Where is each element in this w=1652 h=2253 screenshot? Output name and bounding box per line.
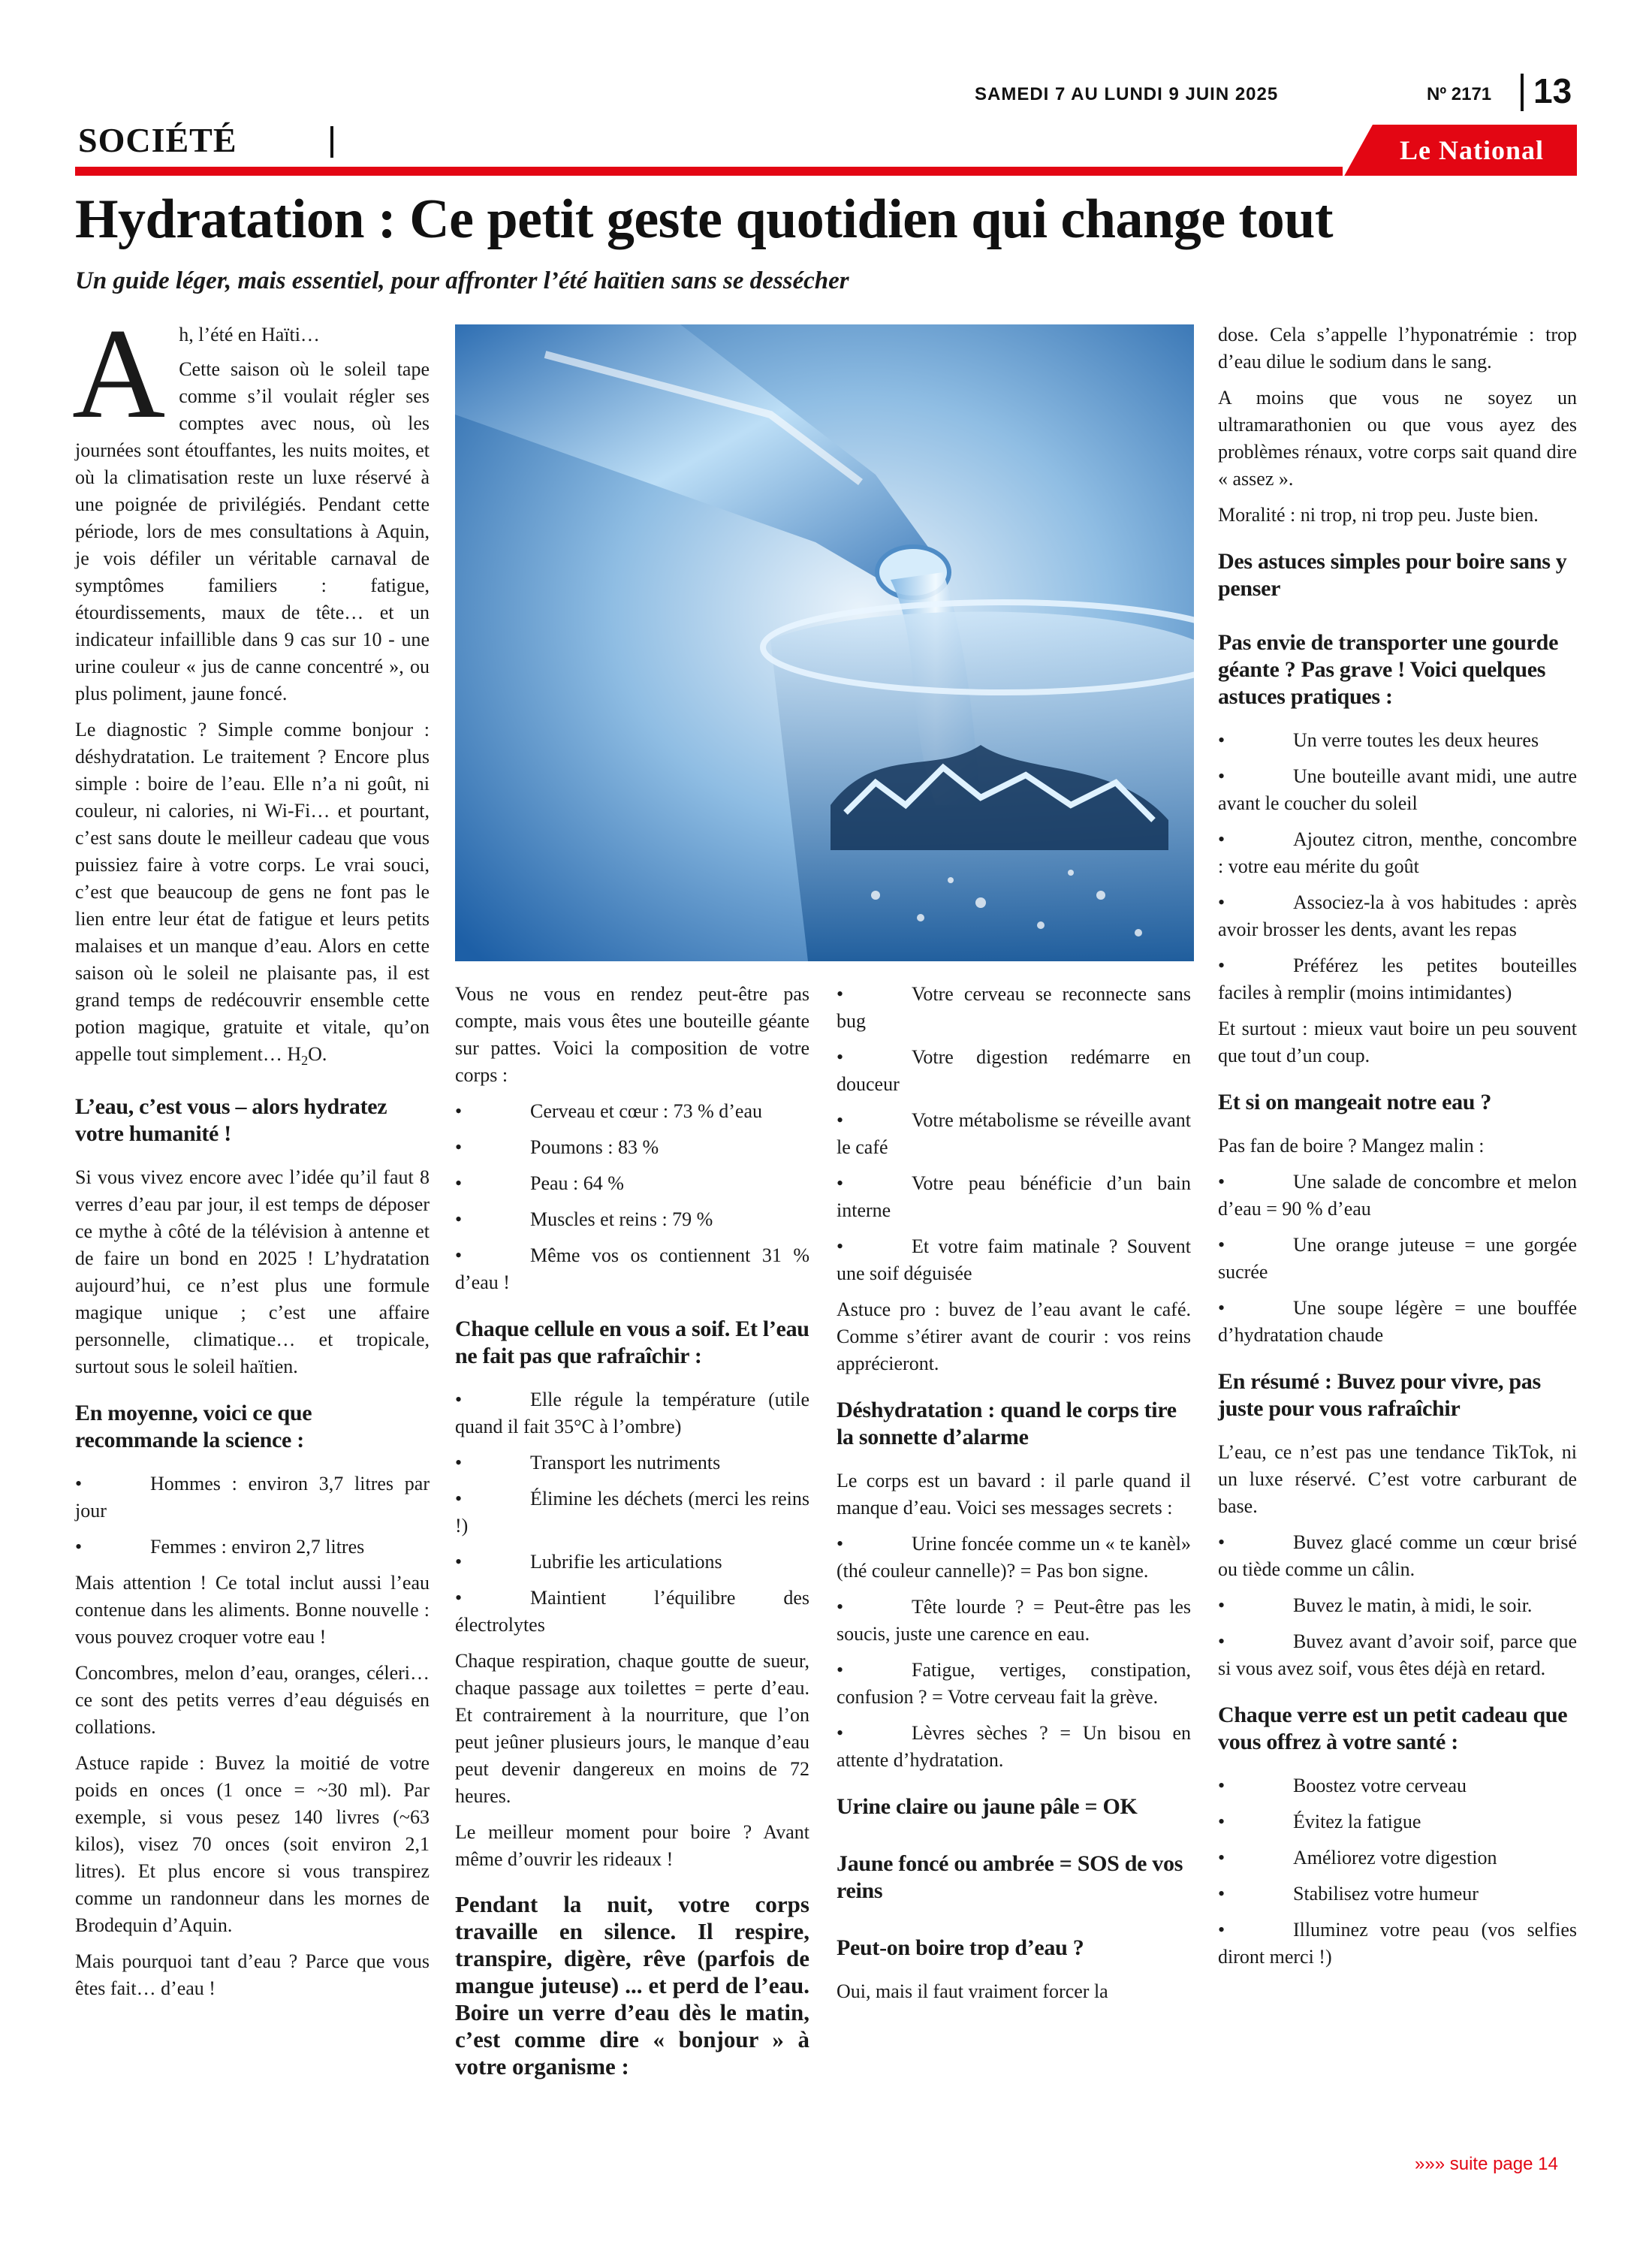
list-item-text: Buvez le matin, à midi, le soir. bbox=[1293, 1594, 1533, 1616]
list-item: • Peau : 64 % bbox=[455, 1172, 624, 1194]
list-item-text: Votre digestion redémarre en douceur bbox=[837, 1046, 1191, 1095]
column-2 bbox=[455, 981, 809, 2089]
list-item-text: Associez-la à vos habitudes : après avoir brosser les dents, avant les repas bbox=[1218, 891, 1577, 940]
list-item: • Boostez votre cerveau bbox=[1218, 1775, 1467, 1796]
paragraph: Astuce rapide : Buvez la moitié de votre poids en onces (1 once = ~30 ml). Par exemple, si vous pesez 140 livres (~63 kilos), visez 70 onces (soit environ 2,1 litres). Et plus encore si vous transpirez comme un randonneur dans les mornes de Brodequin d’Aquin. bbox=[75, 1752, 430, 1937]
article-title: Hydratation : Ce petit geste quotidien qui change tout bbox=[75, 189, 1333, 250]
list-item: • Votre métabolisme se réveille avant le café bbox=[837, 1109, 1191, 1158]
list-item-text: Préférez les petites bouteilles faciles à remplir (moins intimidantes) bbox=[1218, 955, 1577, 1003]
subheading: Et si on mangeait notre eau ? bbox=[1218, 1090, 1492, 1114]
list-item: • Femmes : environ 2,7 litres bbox=[75, 1536, 365, 1558]
list-item: • Une soupe légère = une bouffée d’hydratation chaude bbox=[1218, 1297, 1577, 1346]
list-item: • Transport les nutriments bbox=[455, 1452, 721, 1473]
paragraph: Et surtout : mieux vaut boire un peu souvent que tout d’un coup. bbox=[1218, 1018, 1577, 1066]
list-item: • Un verre toutes les deux heures bbox=[1218, 729, 1539, 751]
paragraph: Oui, mais il faut vraiment forcer la bbox=[837, 1980, 1108, 2002]
list-item: • Buvez le matin, à midi, le soir. bbox=[1218, 1594, 1533, 1616]
list-item-text: Maintient l’équilibre des électrolytes bbox=[455, 1587, 809, 1636]
subheading: Pas envie de transporter une gourde géante ? Pas grave ! Voici quelques astuces pratiques : bbox=[1218, 630, 1559, 709]
issue-number: Nº 2171 bbox=[1427, 84, 1492, 104]
issue-date: SAMEDI 7 AU LUNDI 9 JUIN 2025 bbox=[975, 84, 1279, 104]
list-item: • Lèvres sèches ? = Un bisou en attente d’hydratation. bbox=[837, 1722, 1191, 1771]
section-divider bbox=[330, 126, 333, 158]
list-item: • Buvez avant d’avoir soif, parce que si vous avez soif, vous êtes déjà en retard. bbox=[1218, 1630, 1577, 1679]
list-item: • Lubrifie les articulations bbox=[455, 1551, 722, 1573]
article-subtitle: Un guide léger, mais essentiel, pour affronter l’été haïtien sans se dessécher bbox=[75, 267, 849, 294]
paragraph: Pas fan de boire ? Mangez malin : bbox=[1218, 1135, 1485, 1157]
continue-arrows-icon: »»» bbox=[1415, 2154, 1450, 2174]
subheading: Urine claire ou jaune pâle = OK bbox=[837, 1794, 1138, 1819]
paragraph-text: Le diagnostic ? Simple comme bonjour : déshydratation. Le traitement ? Encore plus simple : boire de l’eau. Elle n’a ni goût, ni couleur, ni calories, ni Wi-Fi… et pourtant, c’est sans doute le meilleur cadeau que vous puissiez faire à votre corps. Le vrai souci, c’est que beaucoup de gens ne font pas le lien entre leur état de fatigue et leurs petits malaises et un manque d’eau. Alors en cette saison où le soleil ne plaisante pas, il est grand temps de redécouvrir ensemble cette potion magique, gratuite et vitale, qu’on appelle tout simplement… H bbox=[75, 719, 430, 1065]
list-item-text: Votre métabolisme se réveille avant le café bbox=[837, 1109, 1191, 1158]
brand-notch bbox=[1343, 125, 1373, 179]
brand-name: Le National bbox=[1399, 135, 1544, 165]
list-item-text: Lèvres sèches ? = Un bisou en attente d’hydratation. bbox=[837, 1722, 1191, 1771]
list-item-text: Hommes : environ 3,7 litres par jour bbox=[75, 1473, 430, 1522]
list-item-text: Une salade de concombre et melon d’eau = 90 % d’eau bbox=[1218, 1171, 1577, 1220]
subheading: En moyenne, voici ce que recommande la science : bbox=[75, 1401, 312, 1453]
list-item-text: Une bouteille avant midi, une autre avant le coucher du soleil bbox=[1218, 765, 1577, 814]
paragraph: Astuce pro : buvez de l’eau avant le café. Comme s’étirer avant de courir : vos reins apprécieront. bbox=[837, 1298, 1191, 1374]
list-item: • Votre cerveau se reconnecte sans bug bbox=[837, 983, 1191, 1032]
list-item: • Une bouteille avant midi, une autre avant le coucher du soleil bbox=[1218, 765, 1577, 814]
list-item-text: Élimine les déchets (merci les reins !) bbox=[455, 1488, 809, 1537]
subheading: Déshydratation : quand le corps tire la sonnette d’alarme bbox=[837, 1398, 1177, 1449]
list-item: • Ajoutez citron, menthe, concombre : votre eau mérite du goût bbox=[1218, 828, 1577, 877]
list-item-text: Évitez la fatigue bbox=[1293, 1811, 1421, 1832]
list-item: • Une orange juteuse = une gorgée sucrée bbox=[1218, 1234, 1577, 1283]
list-item-text: Votre cerveau se reconnecte sans bug bbox=[837, 983, 1191, 1032]
list-item: • Même vos os contiennent 31 % d’eau ! bbox=[455, 1244, 809, 1293]
list-item: • Et votre faim matinale ? Souvent une soif déguisée bbox=[837, 1235, 1191, 1284]
paragraph: Chaque respiration, chaque goutte de sueur, chaque passage aux toilettes = perte d’eau. Et contrairement à la nourriture, que l’on peut jeûner plusieurs jours, le manque d’eau peut devenir dangereux en moins de 72 heures. bbox=[455, 1650, 809, 1807]
list-item-text: Cerveau et cœur : 73 % d’eau bbox=[530, 1100, 762, 1122]
list-item-text: Boostez votre cerveau bbox=[1293, 1775, 1467, 1796]
paragraph: Mais pourquoi tant d’eau ? Parce que vous êtes fait… d’eau ! bbox=[75, 1950, 430, 2000]
list-item-text: Urine foncée comme un « te kanèl» (thé couleur cannelle)? = Pas bon signe. bbox=[837, 1533, 1191, 1582]
list-item: • Améliorez votre digestion bbox=[1218, 1847, 1497, 1868]
list-item: • Évitez la fatigue bbox=[1218, 1811, 1421, 1832]
list-item: • Hommes : environ 3,7 litres par jour bbox=[75, 1473, 430, 1522]
bold-paragraph: Pendant la nuit, votre corps travaille en silence. Il respire, transpire, digère, rêve (parfois de mangue juteuse) ... et perd de l’eau. Boire un verre d’eau dès le matin, c’est comme dire « bonjour » à votre organisme : bbox=[455, 1891, 809, 2080]
list-item: • Une salade de concombre et melon d’eau = 90 % d’eau bbox=[1218, 1171, 1577, 1220]
list-item: • Préférez les petites bouteilles faciles à remplir (moins intimidantes) bbox=[1218, 955, 1577, 1003]
paragraph-end: O. bbox=[308, 1043, 327, 1065]
list-item-text: Lubrifie les articulations bbox=[530, 1551, 722, 1573]
intro-line: h, l’été en Haïti… bbox=[179, 324, 320, 345]
list-item-text: Une soupe légère = une bouffée d’hydratation chaude bbox=[1218, 1297, 1577, 1346]
list-item: • Associez-la à vos habitudes : après avoir brosser les dents, avant les repas bbox=[1218, 891, 1577, 940]
header-divider bbox=[1521, 74, 1524, 111]
list-item-text: Illuminez votre peau (vos selfies diront merci !) bbox=[1218, 1919, 1577, 1968]
list-item: • Fatigue, vertiges, constipation, confusion ? = Votre cerveau fait la grève. bbox=[837, 1659, 1191, 1708]
water-pouring-photo bbox=[455, 324, 1194, 961]
list-item-text: Une orange juteuse = une gorgée sucrée bbox=[1218, 1234, 1577, 1283]
list-item: • Votre digestion redémarre en douceur bbox=[837, 1046, 1191, 1095]
list-item: • Urine foncée comme un « te kanèl» (thé couleur cannelle)? = Pas bon signe. bbox=[837, 1533, 1191, 1582]
list-item: • Élimine les déchets (merci les reins !) bbox=[455, 1488, 809, 1537]
list-item-text: Améliorez votre digestion bbox=[1293, 1847, 1497, 1868]
list-item-text: Muscles et reins : 79 % bbox=[530, 1208, 713, 1230]
list-item: • Tête lourde ? = Peut-être pas les soucis, juste une carence en eau. bbox=[837, 1596, 1191, 1645]
list-item-text: Stabilisez votre humeur bbox=[1293, 1883, 1479, 1905]
list-item-text: Femmes : environ 2,7 litres bbox=[150, 1536, 365, 1558]
paragraph: dose. Cela s’appelle l’hyponatrémie : trop d’eau dilue le sodium dans le sang. bbox=[1218, 324, 1577, 372]
paragraph: A moins que vous ne soyez un ultramarathonien ou que vous ayez des problèmes rénaux, votre corps sait quand dire « assez ». bbox=[1218, 387, 1577, 490]
list-item-text: Votre peau bénéficie d’un bain interne bbox=[837, 1172, 1191, 1221]
continued-link[interactable] bbox=[1415, 2154, 1558, 2175]
column-4 bbox=[1218, 321, 1577, 1980]
list-item: • Poumons : 83 % bbox=[455, 1136, 659, 1158]
drop-cap: A bbox=[72, 303, 166, 445]
paragraph: Le meilleur moment pour boire ? Avant même d’ouvrir les rideaux ! bbox=[455, 1821, 809, 1870]
list-item: • Maintient l’équilibre des électrolytes bbox=[455, 1587, 809, 1636]
paragraph: Si vous vivez encore avec l’idée qu’il faut 8 verres d’eau par jour, il est temps de déposer ce mythe à côté de la télévision à antenne et de faire un bond en 2025 ! L’hydratation aujourd’hui, ce n’est plus une formule magique unique ; c’est une affaire personnelle, climatique… et tropicale, surtout sous le soleil haïtien. bbox=[75, 1166, 430, 1378]
subheading: Chaque verre est un petit cadeau que vous offrez à votre santé : bbox=[1218, 1703, 1568, 1754]
list-item-text: Elle régule la température (utile quand il fait 35°C à l’ombre) bbox=[455, 1389, 809, 1437]
list-item: • Muscles et reins : 79 % bbox=[455, 1208, 713, 1230]
column-3 bbox=[837, 981, 1191, 2014]
subheading: Des astuces simples pour boire sans y penser bbox=[1218, 549, 1567, 601]
paragraph: Concombres, melon d’eau, oranges, céleri… ce sont des petits verres d’eau déguisés en collations. bbox=[75, 1662, 430, 1739]
subheading: L’eau, c’est vous – alors hydratez votre humanité ! bbox=[75, 1094, 387, 1147]
subheading: Jaune foncé ou ambrée = SOS de vos reins bbox=[837, 1851, 1183, 1903]
list-item-text: Buvez avant d’avoir soif, parce que si vous avez soif, vous êtes déjà en retard. bbox=[1218, 1630, 1577, 1679]
paragraph: Le corps est un bavard : il parle quand il manque d’eau. Voici ses messages secrets : bbox=[837, 1470, 1191, 1519]
list-item: • Illuminez votre peau (vos selfies diront merci !) bbox=[1218, 1919, 1577, 1968]
list-item-text: Buvez glacé comme un cœur brisé ou tiède comme un câlin. bbox=[1218, 1531, 1577, 1580]
subscript: 2 bbox=[301, 1053, 309, 1069]
paragraph bbox=[75, 716, 430, 1074]
brand-banner bbox=[1343, 125, 1577, 176]
paragraph: Moralité : ni trop, ni trop peu. Juste bien. bbox=[1218, 504, 1539, 526]
intro-paragraph bbox=[72, 303, 430, 707]
list-item-text: Et votre faim matinale ? Souvent une soif déguisée bbox=[837, 1235, 1191, 1284]
list-item-text: Ajoutez citron, menthe, concombre : votre eau mérite du goût bbox=[1218, 828, 1577, 877]
column-1 bbox=[72, 303, 430, 2011]
page-number: 13 bbox=[1533, 71, 1572, 110]
list-item: • Buvez glacé comme un cœur brisé ou tiède comme un câlin. bbox=[1218, 1531, 1577, 1580]
list-item: • Elle régule la température (utile quand il fait 35°C à l’ombre) bbox=[455, 1389, 809, 1437]
list-item: • Votre peau bénéficie d’un bain interne bbox=[837, 1172, 1191, 1221]
section-label: SOCIÉTÉ bbox=[78, 121, 237, 159]
continued-text: suite page 14 bbox=[1449, 2154, 1558, 2174]
paragraph: Vous ne vous en rendez peut-être pas compte, mais vous êtes une bouteille géante sur pattes. Voici la composition de votre corps : bbox=[455, 983, 809, 1086]
water-glass-illustration bbox=[455, 324, 1194, 961]
list-item-text: Tête lourde ? = Peut-être pas les soucis, juste une carence en eau. bbox=[837, 1596, 1191, 1645]
list-item-text: Un verre toutes les deux heures bbox=[1293, 729, 1539, 751]
list-item: • Cerveau et cœur : 73 % d’eau bbox=[455, 1100, 762, 1122]
list-item-text: Peau : 64 % bbox=[530, 1172, 624, 1194]
list-item-text: Transport les nutriments bbox=[530, 1452, 721, 1473]
list-item-text: Poumons : 83 % bbox=[530, 1136, 659, 1158]
paragraph-text: Cette saison où le soleil tape comme s’il voulait régler ses comptes avec nous, où les journées sont étouffantes, les nuits moites, et où la climatisation reste un luxe réservé à une poignée de privilégiés. Pendant cette période, lors de mes consultations à Aquin, je vois défiler un véritable carnaval de symptômes familiers : fatigue, étourdissements, maux de tête… et un indicateur infaillible dans 9 cas sur 10 - une urine couleur « jus de canne concentré », ou plus poliment, jaune foncé. bbox=[75, 358, 430, 704]
paragraph: Mais attention ! Ce total inclut aussi l’eau contenue dans les aliments. Bonne nouvelle : vous pouvez croquer votre eau ! bbox=[75, 1572, 430, 1648]
list-item-text: Fatigue, vertiges, constipation, confusion ? = Votre cerveau fait la grève. bbox=[837, 1659, 1191, 1708]
paragraph: L’eau, ce n’est pas une tendance TikTok, ni un luxe réservé. C’est votre carburant de base. bbox=[1218, 1441, 1577, 1517]
subheading: En résumé : Buvez pour vivre, pas juste pour vous rafraîchir bbox=[1218, 1369, 1541, 1421]
list-item-text: Même vos os contiennent 31 % d’eau ! bbox=[455, 1244, 809, 1293]
subheading: Peut-on boire trop d’eau ? bbox=[837, 1935, 1084, 1960]
list-item: • Stabilisez votre humeur bbox=[1218, 1883, 1479, 1905]
subheading: Chaque cellule en vous a soif. Et l’eau ne fait pas que rafraîchir : bbox=[455, 1317, 809, 1368]
